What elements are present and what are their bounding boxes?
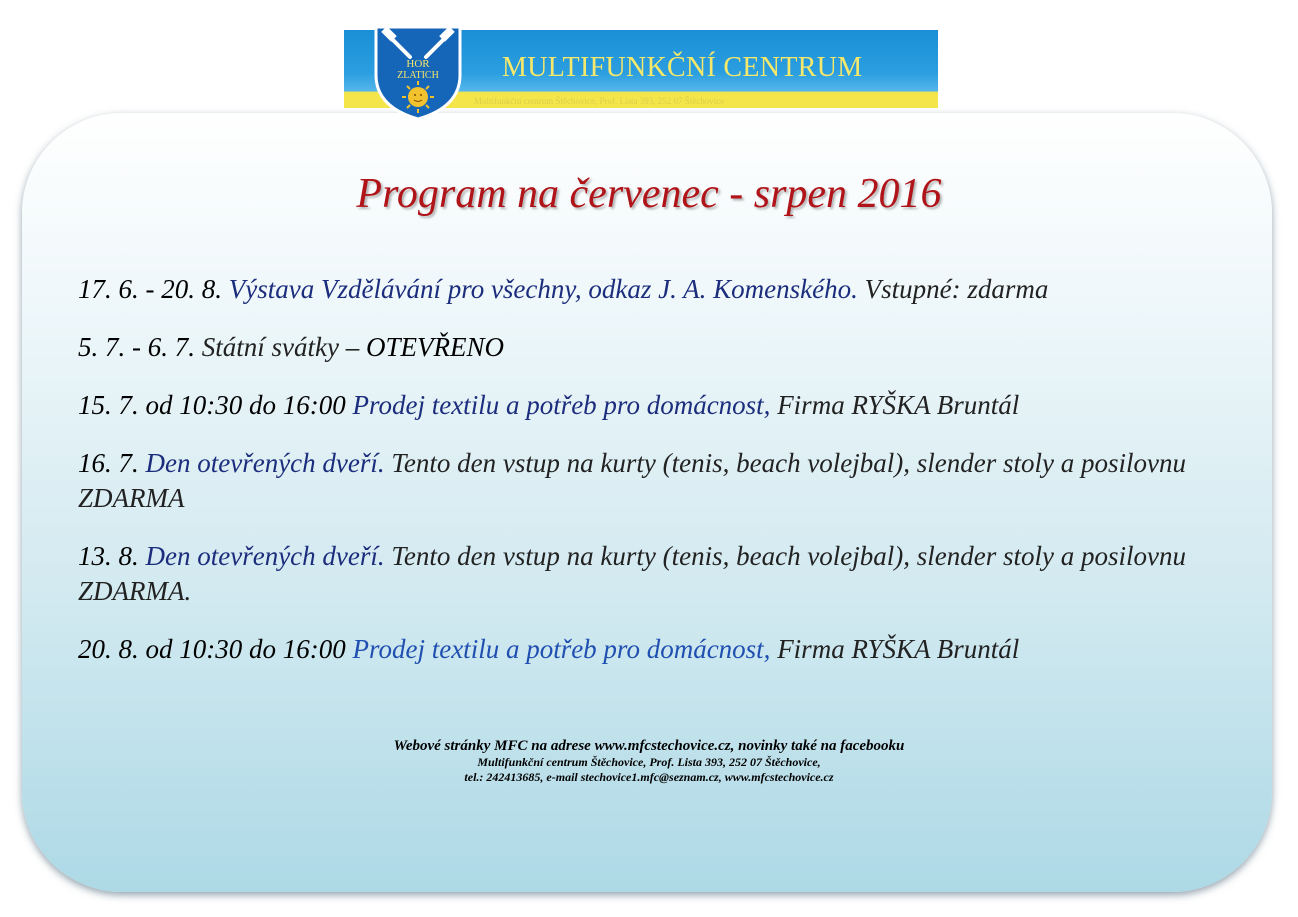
event-title: Den otevřených dveří.	[145, 541, 385, 571]
footer-address-line: Multifunkční centrum Štěchovice, Prof. Lista 393, 252 07 Štěchovice,	[477, 755, 821, 769]
event-description: – OTEVŘENO	[345, 332, 504, 362]
banner-title: MULTIFUNKČNÍ CENTRUM	[502, 52, 863, 83]
event-item	[78, 388, 1203, 423]
event-date: 20. 8. od 10:30 do 16:00	[78, 634, 346, 664]
crest-text-top: HOR	[406, 58, 430, 70]
event-item	[78, 446, 1203, 516]
event-description: Tento den vstup na kurty (tenis, beach volejbal), slender stoly a posilovnu ZDARMA.	[78, 541, 1187, 606]
event-description: Vstupné: zdarma	[864, 274, 1049, 304]
event-description: Firma RYŠKA Bruntál	[777, 634, 1020, 664]
event-title: Prodej textilu a potřeb pro domácnost,	[352, 634, 771, 664]
event-list	[78, 272, 1203, 690]
crest-text-bottom: ZLATICH	[397, 70, 439, 81]
event-date: 13. 8.	[78, 541, 139, 571]
event-title: Výstava Vzdělávání pro všechny, odkaz J. A. Komenského.	[228, 274, 858, 304]
event-title: Prodej textilu a potřeb pro domácnost,	[352, 390, 771, 420]
event-item	[78, 272, 1203, 307]
event-date: 16. 7.	[78, 448, 139, 478]
event-date: 5. 7. - 6. 7.	[78, 332, 195, 362]
event-description: Tento den vstup na kurty (tenis, beach volejbal), slender stoly a posilovnu ZDARMA	[78, 448, 1187, 513]
event-description: Firma RYŠKA Bruntál	[777, 390, 1020, 420]
event-item	[78, 330, 1203, 365]
page-title: Program na červenec - srpen 2016	[356, 171, 942, 217]
event-date: 17. 6. - 20. 8.	[78, 274, 222, 304]
event-item	[78, 632, 1203, 667]
event-item	[78, 539, 1203, 609]
banner-strip-text: Multifunkční centrum Štěchovice, Prof. Lista 393, 252 07 Štěchovice	[474, 96, 725, 106]
footer-website-line: Webové stránky MFC na adrese www.mfcstechovice.cz, novinky také na facebooku	[393, 738, 905, 754]
contact-footer	[0, 737, 1298, 785]
footer-contact-line: tel.: 242413685, e-mail stechovice1.mfc@seznam.cz, www.mfcstechovice.cz	[464, 770, 834, 784]
event-title: Státní svátky	[201, 332, 339, 362]
event-date: 15. 7. od 10:30 do 16:00	[78, 390, 346, 420]
event-title: Den otevřených dveří.	[145, 448, 385, 478]
crest-icon	[370, 25, 466, 121]
